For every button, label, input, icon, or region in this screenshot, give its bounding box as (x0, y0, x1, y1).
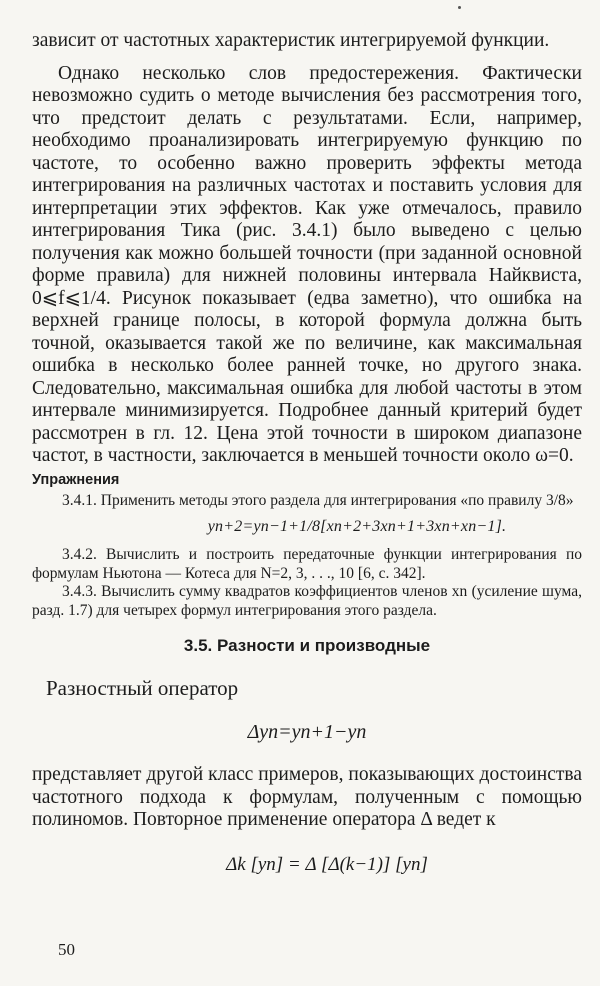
speck (458, 6, 461, 9)
repeated-operator-formula: Δk [yn] = Δ [Δ(k−1)] [yn] (226, 853, 428, 875)
page-number: 50 (58, 940, 75, 959)
difference-operator-formula: Δyn=yn+1−yn (247, 721, 367, 743)
section-lead: Разностный оператор (46, 676, 239, 700)
paragraph-continuation: зависит от частотных характеристик интегрируемой функции. (32, 30, 550, 51)
paragraph-difference: представляет другой класс примеров, показывающих достоинства частотного подхода к формулам, полученным с помощью полиномов. Повторное применение оператора Δ ведет к (32, 764, 582, 830)
page-body (32, 30, 582, 876)
exercise-3-4-1: 3.4.1. Применить методы этого раздела для интегрирования «по правилу 3/8» (62, 491, 574, 509)
paragraph-caution: Однако несколько слов предостережения. Фактически невозможно судить о методе вычисления без рассмотрения того, что предстоит делать с результатами. Если, например, необходимо проанализировать интегрируемую функцию по частоте, то особенно важно проверить эффекты метода интегрирования на различных частотах и поставить условия для интерпретации этих эффектов. Как уже отмечалось, правило интегрирования Тика (рис. 3.4.1) было выведено с целью получения как можно большей точности (при заданной основной форме правила) для нижней половины интервала Найквиста, 0⩽f⩽1/4. Рисунок показывает (едва заметно), что ошибка на верхней границе полосы, в которой формула должна быть точной, оказывается такой же по величине, как максимальная ошибка в несколько более ранней точке, но другого знака. Следовательно, максимальная ошибка для любой частоты в этом интервале минимизируется. Подробнее данный критерий будет рассмотрен в гл. 12. Цена этой точности в широком диапазоне частот, в частности, заключается в меньшей точности около ω=0. (32, 62, 582, 466)
exercise-formula: yn+2=yn−1+1/8[xn+2+3xn+1+3xn+xn−1]. (207, 518, 507, 535)
exercise-3-4-3: 3.4.3. Вычислить сумму квадратов коэффициентов членов xn (усиление шума, разд. 1.7) для четырех формул интегрирования этого раздела. (32, 583, 582, 619)
exercises-heading: Упражнения (32, 471, 120, 488)
exercise-3-4-2: 3.4.2. Вычислить и построить передаточные функции интегрирования по формулам Ньютона — Котеса для N=2, 3, . . ., 10 [6, с. 342]. (32, 546, 582, 582)
section-title: 3.5. Разности и производные (183, 636, 431, 655)
